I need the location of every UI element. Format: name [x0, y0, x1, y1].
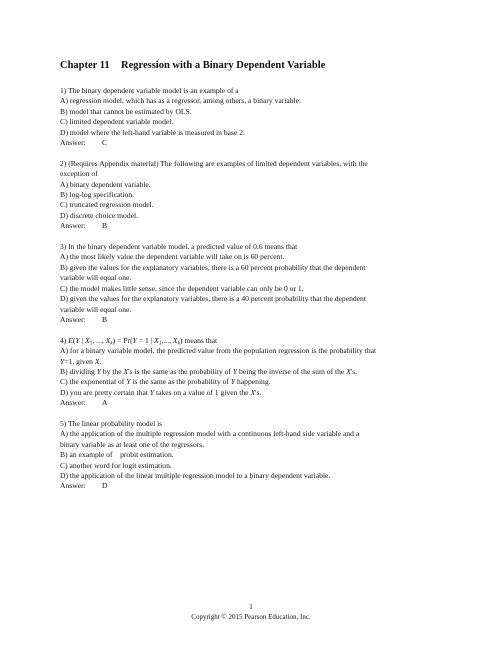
- chapter-number: Chapter 11: [60, 60, 110, 71]
- answer-value: C: [102, 138, 108, 148]
- option-d: D) you are pretty certain that Y takes on a value of 1 given the X's.: [60, 387, 262, 397]
- page-number: 1: [249, 603, 253, 611]
- option-b: B) dividing Y by the X's is the same as the probability of Y being the inverse of the sum of the X's.: [60, 366, 358, 376]
- question-1: [60, 86, 444, 148]
- answer-value: B: [102, 221, 108, 231]
- option-d: D) given the values for the explanatory variables, there is a 40 percent probability that the dependent: [60, 294, 366, 304]
- option-a: A) binary dependent variable.: [60, 179, 151, 189]
- option-a: A) for a binary variable model, the predicted value from the population regression is the probability that: [60, 346, 377, 356]
- question-5: [60, 419, 444, 492]
- question-4: [60, 336, 444, 409]
- option-b: B) given the values for the explanatory variables, there is a 60 percent probability that the dependent: [60, 262, 366, 272]
- option-d-continued: variable will equal one.: [60, 304, 132, 314]
- option-d: D) model where the left-hand variable is measured in base 2.: [60, 127, 245, 137]
- answer-line: [60, 315, 444, 325]
- option-b-continued: variable will equal one.: [60, 273, 132, 283]
- question-list: [60, 86, 444, 502]
- option-b: B) an example of probit estimation.: [60, 450, 174, 460]
- option-a-continued: Y=1, given X.: [60, 356, 102, 366]
- answer-line: [60, 138, 444, 148]
- answer-line: [60, 481, 444, 491]
- question-3: [60, 242, 444, 325]
- option-c: C) the model makes little sense, since the dependent variable can only be 0 or 1.: [60, 283, 304, 293]
- question-stem: 5) The linear probability model is: [60, 418, 163, 428]
- chapter-title: Regression with a Binary Dependent Variable: [121, 60, 326, 71]
- option-d: D) the application of the linear multiple regression model to a binary dependent variable.: [60, 470, 331, 480]
- question-stem: 3) In the binary dependent variable model, a predicted value of 0.6 means that: [60, 242, 298, 252]
- chapter-heading: [60, 60, 325, 71]
- option-c: C) the exponential of Y is the same as the probability of Y happening.: [60, 377, 271, 387]
- option-c: C) another word for logit estimation.: [60, 460, 172, 470]
- question-stem: 4) E(Y | $X_1$, ..., $X_k) = Pr(Y = 1$ | $X_1$,..., $X_k$) means that: [60, 335, 218, 347]
- copyright-notice: Copyright © 2015 Pearson Education, Inc.: [191, 613, 311, 621]
- option-b: B) log-log specification.: [60, 190, 135, 200]
- answer-value: A: [102, 398, 108, 408]
- option-d: D) discrete choice model.: [60, 210, 139, 220]
- option-a: A) the most likely value the dependent variable will take on is 60 percent.: [60, 252, 285, 262]
- answer-line: [60, 398, 444, 408]
- answer-line: [60, 221, 444, 231]
- answer-label: Answer:: [60, 481, 86, 491]
- question-stem-continued: exception of: [60, 169, 98, 179]
- answer-label: Answer:: [60, 314, 86, 324]
- option-c: C) truncated regression model.: [60, 200, 154, 210]
- option-a: A) regression model, which has as a regressor, among others, a binary variable.: [60, 96, 301, 106]
- question-2: [60, 159, 444, 232]
- option-a-continued: binary variable as at least one of the regressors.: [60, 439, 205, 449]
- answer-value: B: [102, 314, 108, 324]
- option-a: A) the application of the multiple regression model with a continuous left-hand side variable and a: [60, 429, 360, 439]
- answer-label: Answer:: [60, 221, 86, 231]
- answer-value: D: [102, 481, 108, 491]
- answer-label: Answer:: [60, 398, 86, 408]
- question-stem: 1) The binary dependent variable model is an example of a: [60, 86, 239, 95]
- answer-label: Answer:: [60, 138, 86, 148]
- option-c: C) limited dependent variable model.: [60, 117, 174, 127]
- question-stem: 2) (Requires Appendix material) The following are examples of limited dependent variables, with the: [60, 158, 368, 168]
- option-b: B) model that cannot be estimated by OLS.: [60, 106, 192, 116]
